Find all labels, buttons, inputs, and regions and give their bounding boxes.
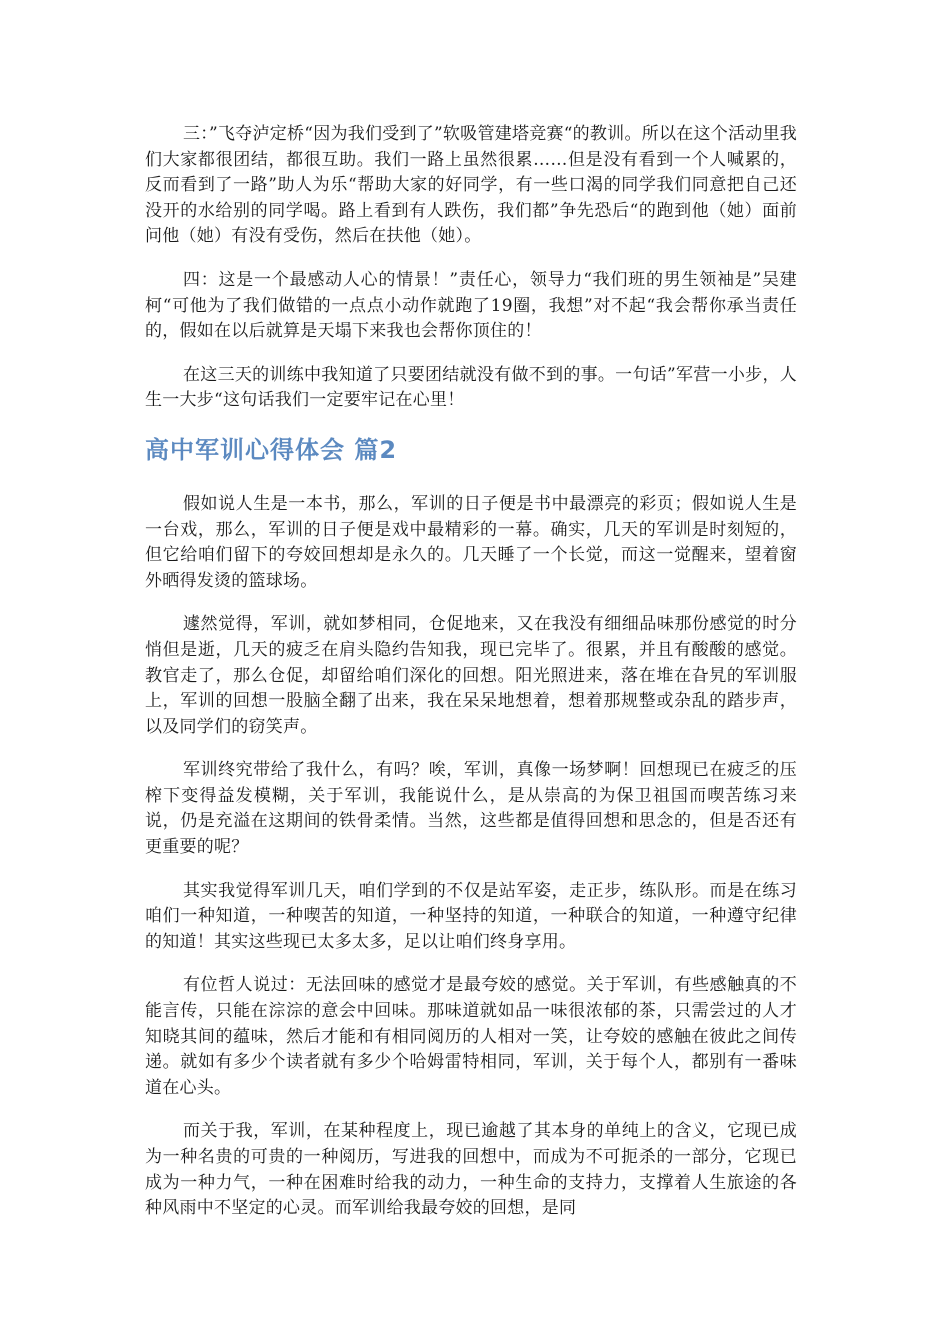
paragraph-section2-3: 军训终究带给了我什么，有吗？唉，军训，真像一场梦啊！回想现已在疲乏的压榨下变得益发模糊，关于军训，我能说什么，是从崇高的为保卫祖国而喫苦练习来说，仍是充溢在这期间的铁骨柔情。当然，这些都是值得回想和思念的，但是否还有更重要的呢？: [145, 760, 797, 858]
paragraph-section2-5: 有位哲人说过：无法回味的感觉才是最夸姣的感觉。关于军训，有些感触真的不能言传，只能在淙淙的意会中回味。那味道就如品一味很浓郁的茶，只需尝过的人才知晓其间的蕴味，然后才能和有相同阅历的人相对一笑，让夸姣的感触在彼此之间传递。就如有多少个读者就有多少个哈姆雷特相同，军训，关于每个人，都别有一番味道在心头。: [145, 975, 797, 1098]
paragraph-section2-1: 假如说人生是一本书，那么，军训的日子便是书中最漂亮的彩页；假如说人生是一台戏，那么，军训的日子便是戏中最精彩的一幕。确实，几天的军训是时刻短的，但它给咱们留下的夸姣回想却是永久的。几天睡了一个长觉，而这一觉醒来，望着窗外晒得发烫的篮球场。: [145, 493, 797, 591]
paragraph-section2-4: 其实我觉得军训几天，咱们学到的不仅是站军姿，走正步，练队形。而是在练习咱们一种知道，一种喫苦的知道，一种坚持的知道，一种联合的知道，一种遵守纪律的知道！其实这些现已太多太多，足以让咱们终身享用。: [145, 880, 797, 952]
paragraph-section2-6: 而关于我，军训，在某种程度上，现已逾越了其本身的单纯上的含义，它现已成为一种名贵的可贵的一种阅历，写进我的回想中，而成为不可扼杀的一部分，它现已成为一种力气，一种在困难时给我的动力，一种生命的支持力，支撑着人生旅途的各种风雨中不坚定的心灵。而军训给我最夸姣的回想，是同: [145, 1121, 797, 1219]
paragraph-section1-4: 四：这是一个最感动人心的情景！”责任心，领导力“我们班的男生领袖是”吴建柯“可他为了我们做错的一点点小动作就跑了19圈，我想”对不起“我会帮你承当责任的，假如在以后就算是天塌下来我也会帮你顶住的！: [145, 269, 797, 342]
paragraph-section1-3: 三：”飞夺泸定桥“因为我们受到了”软吸管建塔竞赛“的教训。所以在这个活动里我们大家都很团结，都很互助。我们一路上虽然很累……但是没有看到一个人喊累的，反而看到了一路”助人为乐“帮助大家的好同学，有一些口渴的同学我们同意把自己还没开的水给别的同学喝。路上看到有人跌伤，我们都”争先恐后“的跑到他（她）面前问他（她）有没有受伤，然后在扶他（她）。: [145, 124, 797, 247]
paragraph-section2-2: 遽然觉得，军训，就如梦相同，仓促地来，又在我没有细细品味那份感觉的时分悄但是逝，几天的疲乏在肩头隐约告知我，现已完毕了。很累，并且有酸酸的感觉。教官走了，那么仓促，却留给咱们深化的回想。阳光照进来，落在堆在旮旯的军训服上，军训的回想一股脑全翻了出来，我在呆呆地想着，想着那规整或杂乱的踏步声，以及同学们的窃笑声。: [145, 614, 797, 737]
document-page: [145, 122, 797, 1240]
paragraph-section1-conclusion: 在这三天的训练中我知道了只要团结就没有做不到的事。一句话”军营一小步，人生一大步“这句话我们一定要牢记在心里！: [145, 364, 797, 411]
section-heading: 高中军训心得体会 篇2: [145, 435, 398, 464]
